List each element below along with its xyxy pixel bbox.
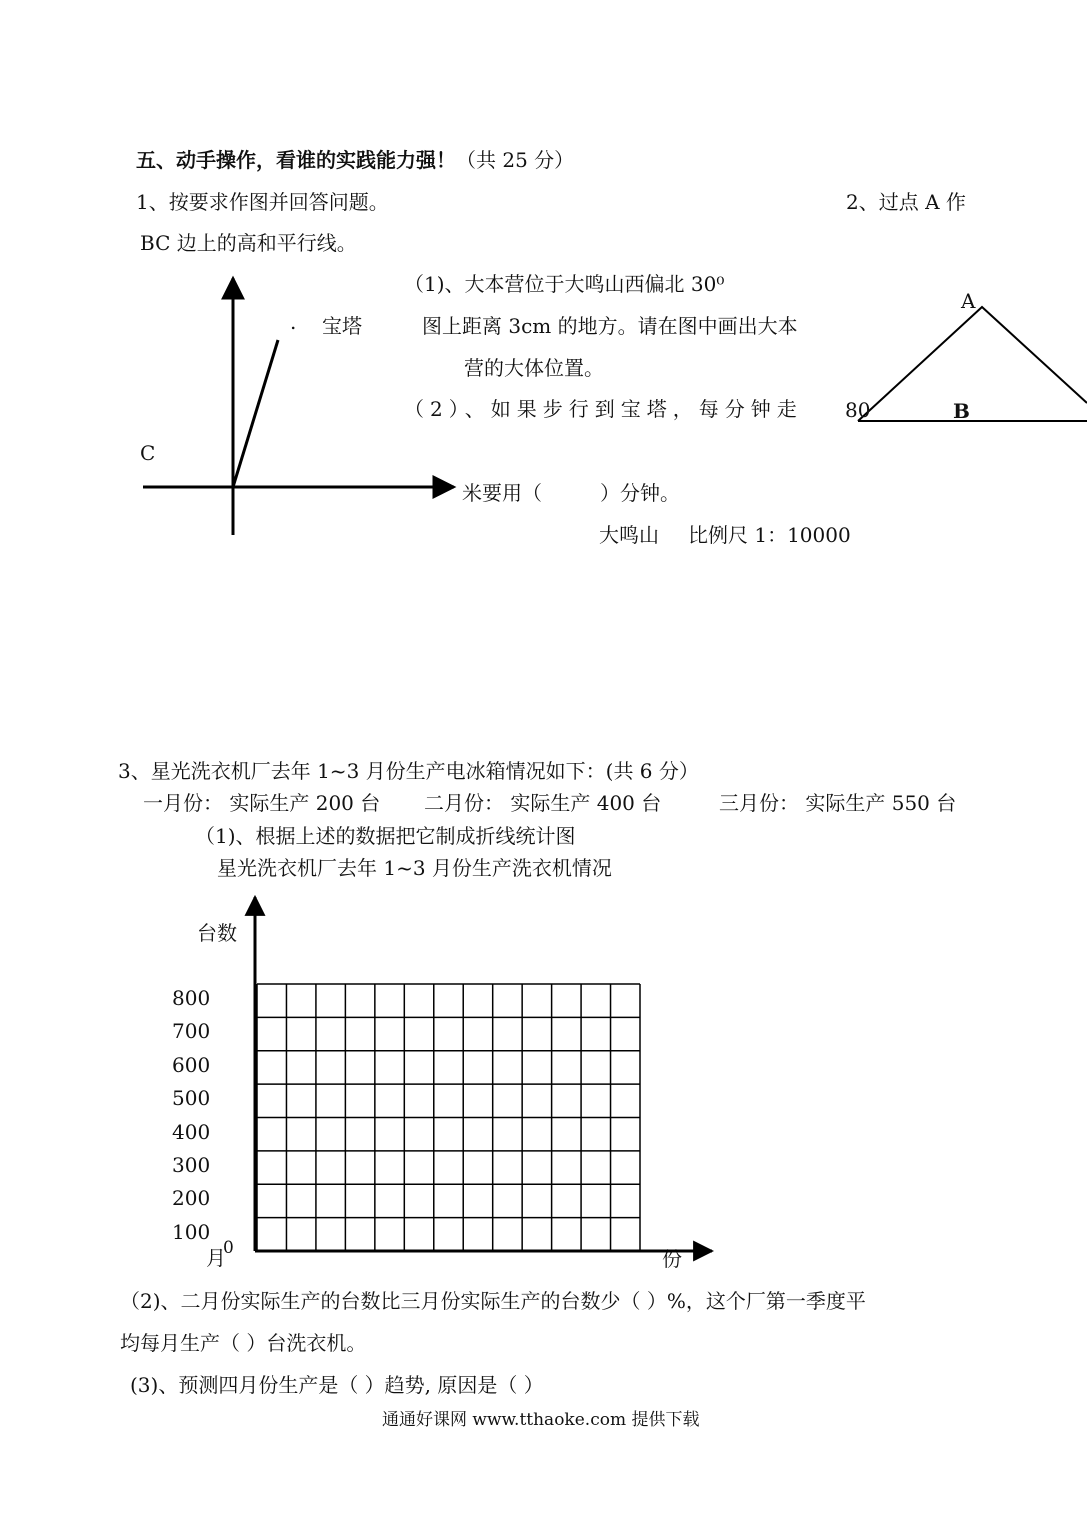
q3-sub1: （1)、根据上述的数据把它制成折线统计图 bbox=[195, 824, 576, 848]
triangle-abc bbox=[858, 307, 1087, 421]
pagoda-dot: . bbox=[290, 310, 297, 334]
section-title-bold: 五、动手操作，看谁的实践能力强！ bbox=[136, 148, 456, 172]
q1-part1-line3: 营的大体位置。 bbox=[464, 356, 604, 380]
y-tick-label: 800 bbox=[172, 986, 211, 1010]
q1-part2-line2-a: 米要用（ bbox=[462, 481, 542, 505]
scale-label: 比例尺 1：10000 bbox=[688, 523, 851, 547]
pagoda-label: 宝塔 bbox=[322, 314, 362, 338]
section-title-score: （共 25 分） bbox=[456, 148, 575, 172]
section-title bbox=[136, 150, 574, 170]
chart-x-label-right: 份 bbox=[662, 1247, 682, 1271]
vertex-b-label: B bbox=[953, 399, 970, 423]
mountain-label: 大鸣山 bbox=[599, 523, 659, 547]
q2-label-part1: 2、过点 A 作 bbox=[846, 190, 966, 214]
chart-x-label-left: 月 bbox=[206, 1246, 226, 1270]
q3-sub2-line1: （2)、二月份实际生产的台数比三月份实际生产的台数少（ ）%，这个厂第一季度平 bbox=[120, 1289, 866, 1313]
q1-part2-line2 bbox=[462, 483, 680, 503]
y-tick-label: 100 bbox=[172, 1219, 211, 1244]
point-c-label: C bbox=[140, 441, 156, 465]
q3-sub2-line2: 均每月生产（ ）台洗衣机。 bbox=[120, 1331, 367, 1355]
footer-text: 通通好课网 www.tthaoke.com 提供下载 bbox=[382, 1410, 700, 1430]
angle-80-label: 80 bbox=[845, 398, 871, 422]
q2-label-part2: BC 边上的高和平行线。 bbox=[140, 231, 357, 255]
pagoda-direction-ray bbox=[233, 340, 278, 487]
q1-label: 1、按要求作图并回答问题。 bbox=[136, 190, 389, 214]
y-tick-label: 300 bbox=[172, 1152, 211, 1177]
q3-title: 3、星光洗衣机厂去年 1~3 月份生产电冰箱情况如下：(共 6 分） bbox=[118, 759, 699, 783]
q1-part1-line2: 图上距离 3cm 的地方。请在图中画出大本 bbox=[422, 314, 798, 338]
q3-feb: 二月份： 实际生产 400 台 bbox=[424, 791, 662, 815]
q1-part2-line1: （2）、如果步行到宝塔，每分钟走 bbox=[404, 397, 803, 421]
y-tick-label: 400 bbox=[172, 1119, 211, 1144]
y-tick-label: 500 bbox=[172, 1086, 211, 1111]
y-tick-label: 600 bbox=[172, 1052, 211, 1077]
q3-mar: 三月份： 实际生产 550 台 bbox=[719, 791, 957, 815]
q1-part2-line2-b: ）分钟。 bbox=[600, 481, 680, 505]
y-tick-label: 200 bbox=[172, 1186, 211, 1211]
q3-jan: 一月份： 实际生产 200 台 bbox=[143, 791, 381, 815]
y-tick-label: 700 bbox=[172, 1019, 211, 1044]
chart-origin-label: 0 bbox=[223, 1238, 234, 1258]
chart-y-label: 台数 bbox=[197, 921, 237, 945]
q3-sub3: (3)、预测四月份生产是（ ）趋势, 原因是（ ） bbox=[130, 1373, 544, 1397]
q1-part1-line1: （1)、大本营位于大鸣山西偏北 30⁰ bbox=[404, 272, 725, 296]
vertex-a-label: A bbox=[961, 289, 976, 313]
chart-title: 星光洗衣机厂去年 1~3 月份生产洗衣机情况 bbox=[217, 856, 612, 880]
